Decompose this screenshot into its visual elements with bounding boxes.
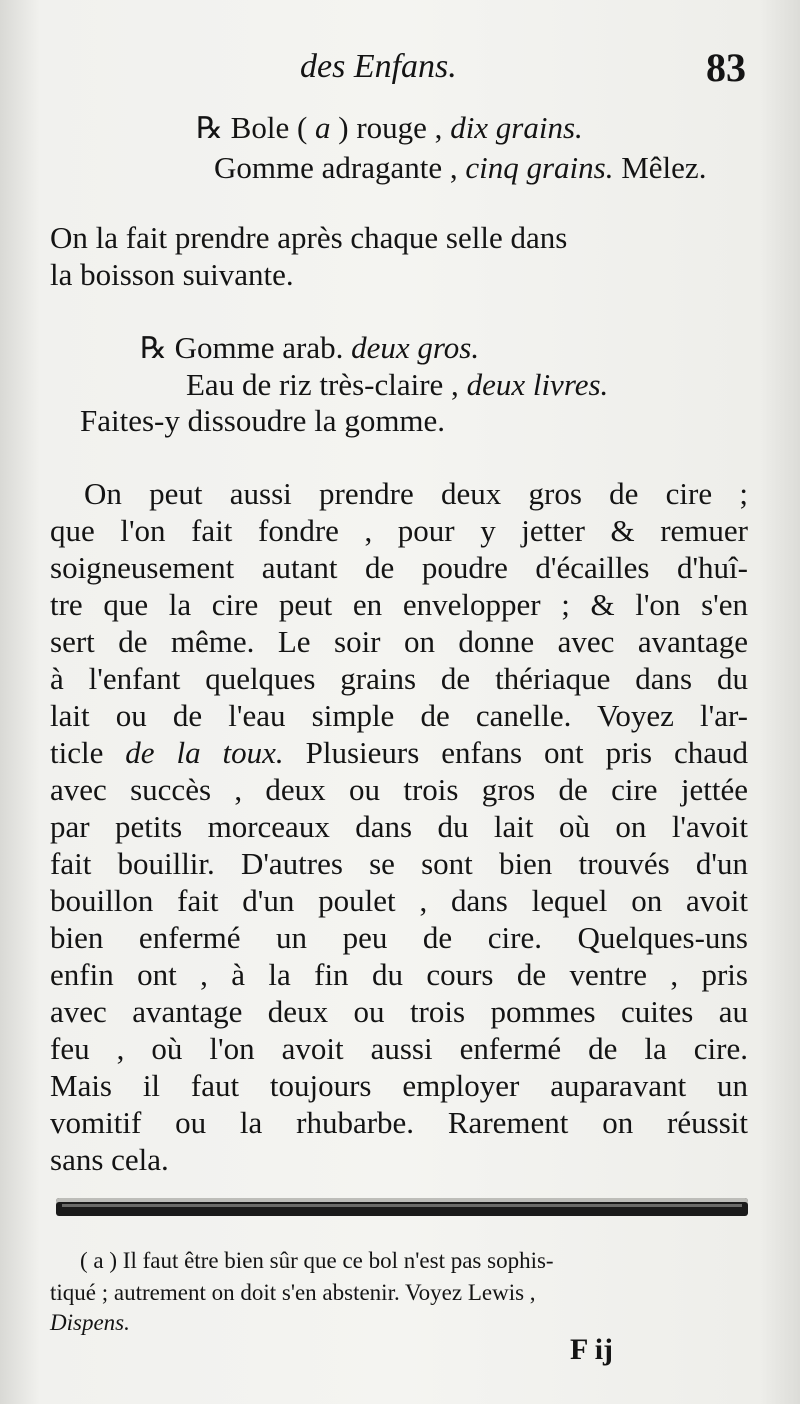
paragraph-2-line-14: enfin ont , à la fin du cours de ventre , pris bbox=[50, 957, 748, 992]
page-number: 83 bbox=[706, 45, 746, 90]
paragraph-2-line-6: à l'enfant quelques grains de thériaque dans du bbox=[50, 661, 748, 696]
paragraph-2-line-8: ticle de la toux. Plusieurs enfans ont pris chaud bbox=[50, 735, 749, 770]
paragraph-2-line-15: avec avantage deux ou trois pommes cuites au bbox=[50, 994, 748, 1029]
paragraph-2-line-10: par petits morceaux dans du lait où on l'avoit bbox=[50, 809, 748, 844]
recipe-symbol: ℞ bbox=[140, 332, 167, 365]
recipe-1-line-1: ℞ Bole ( a ) rouge , dix grains. bbox=[196, 110, 583, 145]
paragraph-1-line-2: la boisson suivante. bbox=[50, 257, 294, 292]
recipe-2-line-3: Faites-y dissoudre la gomme. bbox=[80, 403, 446, 438]
footnote-line-1: ( a ) Il faut être bien sûr que ce bol n'est pas sophis- bbox=[80, 1248, 554, 1273]
paragraph-2-line-4: tre que la cire peut en envelopper ; & l'on s'en bbox=[50, 587, 748, 622]
footnote-line-2: tiqué ; autrement on doit s'en abstenir. Voyez Lewis , bbox=[50, 1280, 536, 1305]
paragraph-2-line-19: sans cela. bbox=[50, 1142, 169, 1177]
recipe-2-line-1: ℞ Gomme arab. deux gros. bbox=[140, 330, 480, 365]
paragraph-2-line-9: avec succès , deux ou trois gros de cire jettée bbox=[50, 772, 748, 807]
recipe-1-line-2: Gomme adragante , cinq grains. Mêlez. bbox=[214, 150, 707, 185]
paragraph-2-line-2: que l'on fait fondre , pour y jetter & remuer bbox=[50, 513, 748, 548]
paragraph-2-line-3: soigneusement autant de poudre d'écailles d'huî- bbox=[50, 550, 748, 585]
paragraph-2-line-13: bien enfermé un peu de cire. Quelques-uns bbox=[50, 920, 748, 955]
paragraph-2-line-7: lait ou de l'eau simple de canelle. Voyez l'ar- bbox=[50, 698, 748, 733]
horizontal-rule bbox=[56, 1198, 748, 1216]
paragraph-2-line-11: fait bouillir. D'autres se sont bien trouvés d'un bbox=[50, 846, 748, 881]
recipe-2-line-2: Eau de riz très-claire , deux livres. bbox=[186, 367, 609, 402]
paragraph-2-line-17: Mais il faut toujours employer auparavant un bbox=[50, 1068, 748, 1103]
running-title: des Enfans. bbox=[300, 48, 457, 85]
paragraph-2-line-5: sert de même. Le soir on donne avec avantage bbox=[50, 624, 748, 659]
paragraph-1-line-1: On la fait prendre après chaque selle dans bbox=[50, 220, 568, 255]
paragraph-2-line-18: vomitif ou la rhubarbe. Rarement on réussit bbox=[50, 1105, 748, 1140]
page-header bbox=[0, 38, 800, 98]
footnote-mark: ( a ) bbox=[80, 1248, 118, 1273]
signature-mark: F ij bbox=[570, 1333, 614, 1366]
footnote-ref: a bbox=[315, 110, 331, 145]
paragraph-2-line-16: feu , où l'on avoit aussi enfermé de la cire. bbox=[50, 1031, 748, 1066]
paragraph-2-line-1: On peut aussi prendre deux gros de cire ; bbox=[84, 476, 748, 511]
footnote-line-3: Dispens. bbox=[50, 1310, 130, 1335]
paragraph-2-line-12: bouillon fait d'un poulet , dans lequel on avoit bbox=[50, 883, 748, 918]
recipe-symbol: ℞ bbox=[196, 112, 223, 145]
